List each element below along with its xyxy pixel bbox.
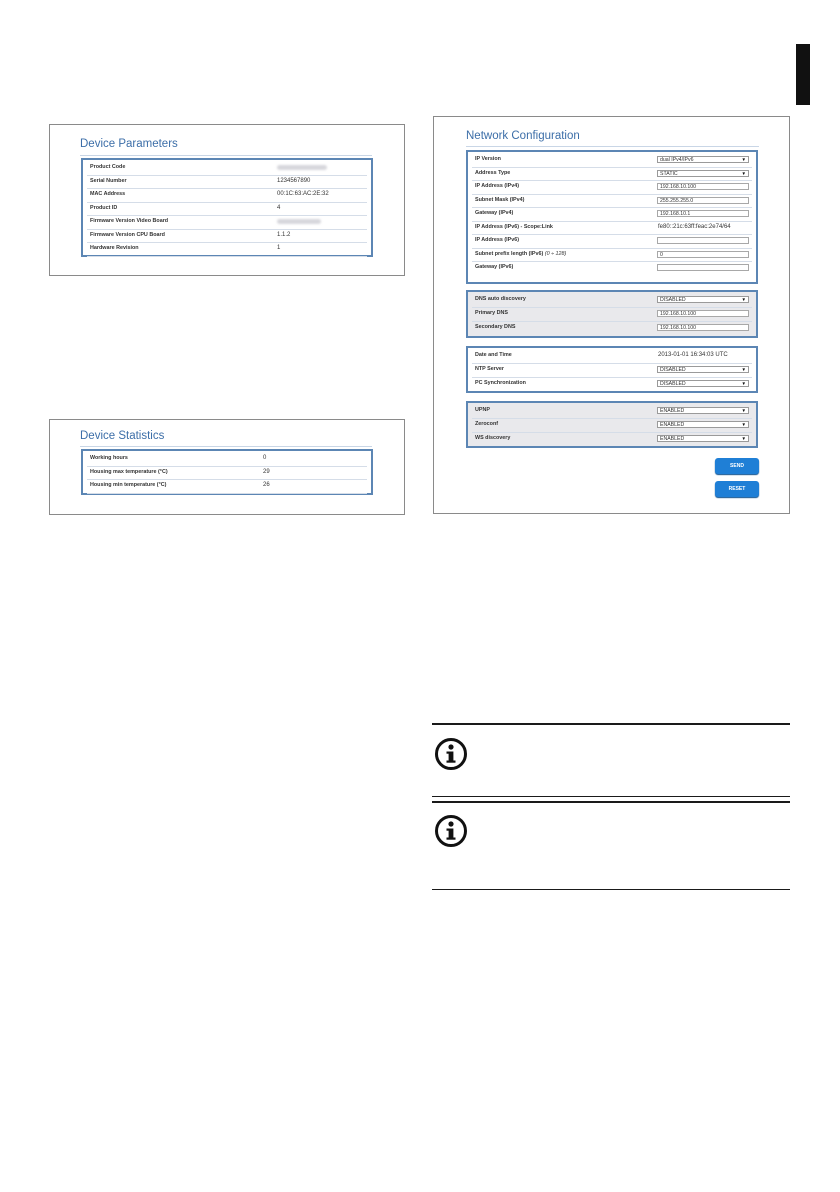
pc-synchronization-select[interactable]: DISABLED ▼ bbox=[657, 380, 749, 387]
table-row: Gateway (IPv4) 192.168.10.1 bbox=[472, 208, 752, 222]
divider bbox=[432, 889, 790, 890]
dropdown-arrow-icon: ▼ bbox=[741, 170, 746, 176]
dropdown-arrow-icon: ▼ bbox=[741, 297, 746, 302]
network-configuration-panel bbox=[433, 116, 790, 514]
table-row: Subnet prefix length (IPv6) (0 ÷ 128) 0 bbox=[472, 249, 752, 263]
device-parameters-title: Device Parameters bbox=[80, 138, 178, 150]
ntp-server-select[interactable]: DISABLED ▼ bbox=[657, 366, 749, 373]
dns-auto-discovery-select[interactable]: DISABLED ▼ bbox=[657, 296, 749, 303]
device-parameters-panel bbox=[49, 124, 405, 276]
primary-dns-input[interactable]: 192.168.10.100 bbox=[657, 310, 749, 317]
divider bbox=[432, 796, 790, 797]
table-row: Product ID 4 bbox=[87, 203, 367, 217]
ip-version-select[interactable]: dual IPv4/IPv6 ▼ bbox=[657, 156, 749, 163]
gateway-ipv6-input[interactable] bbox=[657, 264, 749, 271]
info-icon bbox=[434, 737, 468, 771]
dropdown-arrow-icon: ▼ bbox=[741, 367, 746, 372]
upnp-select[interactable]: ENABLED ▼ bbox=[657, 407, 749, 414]
table-row: Subnet Mask (IPv4) 255.255.255.0 bbox=[472, 195, 752, 209]
table-row: Firmware Version Video Board bbox=[87, 216, 367, 230]
ws-discovery-select[interactable]: ENABLED ▼ bbox=[657, 435, 749, 442]
table-row: WS discovery ENABLED ▼ bbox=[472, 433, 752, 447]
table-row: NTP Server DISABLED ▼ bbox=[472, 364, 752, 378]
table-row: IP Address (IPv6) bbox=[472, 235, 752, 249]
subnet-mask-input[interactable]: 255.255.255.0 bbox=[657, 197, 749, 204]
table-row: Gateway (IPv6) bbox=[472, 262, 752, 276]
dropdown-arrow-icon: ▼ bbox=[741, 422, 746, 427]
table-row: Address Type STATIC ▼ bbox=[472, 168, 752, 182]
ipv4-address-input[interactable]: 192.168.10.100 bbox=[657, 183, 749, 190]
device-statistics-panel bbox=[49, 419, 405, 515]
dropdown-arrow-icon: ▼ bbox=[741, 408, 746, 413]
zeroconf-select[interactable]: ENABLED ▼ bbox=[657, 421, 749, 428]
table-row: IP Version dual IPv4/IPv6 ▼ bbox=[472, 154, 752, 168]
table-row: IP Address (IPv4) 192.168.10.100 bbox=[472, 181, 752, 195]
section-tab-marker bbox=[796, 44, 810, 105]
table-row: DNS auto discovery DISABLED ▼ bbox=[472, 294, 752, 308]
device-statistics-title: Device Statistics bbox=[80, 430, 165, 442]
dns-settings-table bbox=[466, 290, 758, 338]
secondary-dns-input[interactable]: 192.168.10.100 bbox=[657, 324, 749, 331]
table-row: PC Synchronization DISABLED ▼ bbox=[472, 378, 752, 392]
dropdown-arrow-icon: ▼ bbox=[741, 157, 746, 162]
send-button[interactable]: SEND bbox=[715, 458, 759, 474]
reset-button[interactable]: RESET bbox=[715, 481, 759, 497]
table-row: Zeroconf ENABLED ▼ bbox=[472, 419, 752, 433]
table-row: UPNP ENABLED ▼ bbox=[472, 405, 752, 419]
gateway-ipv4-input[interactable]: 192.168.10.1 bbox=[657, 210, 749, 217]
table-row: Firmware Version CPU Board 1.1.2 bbox=[87, 230, 367, 244]
network-configuration-title: Network Configuration bbox=[466, 130, 580, 142]
time-settings-table bbox=[466, 346, 758, 393]
device-statistics-table bbox=[81, 449, 373, 495]
table-row: Housing max temperature (°C) 29 bbox=[87, 467, 367, 481]
ip-settings-table bbox=[466, 150, 758, 284]
subnet-prefix-input[interactable]: 0 bbox=[657, 251, 749, 258]
discovery-settings-table bbox=[466, 401, 758, 448]
divider bbox=[432, 801, 790, 803]
table-row: IP Address (IPv6) - Scope:Link fe80::21c:63ff:feac:2e74/64 bbox=[472, 222, 752, 236]
table-row: Working hours 0 bbox=[87, 453, 367, 467]
table-row: Secondary DNS 192.168.10.100 bbox=[472, 322, 752, 336]
blurred-value bbox=[277, 165, 327, 170]
dropdown-arrow-icon: ▼ bbox=[741, 381, 746, 386]
table-row: Primary DNS 192.168.10.100 bbox=[472, 308, 752, 322]
device-parameters-table bbox=[81, 158, 373, 257]
table-row: Serial Number 1234567890 bbox=[87, 176, 367, 190]
table-row: Date and Time 2013-01-01 16:34:03 UTC bbox=[472, 350, 752, 364]
table-row: Housing min temperature (°C) 26 bbox=[87, 480, 367, 494]
date-time-value: 2013-01-01 16:34:03 UTC bbox=[658, 352, 728, 358]
info-icon bbox=[434, 814, 468, 848]
dropdown-arrow-icon: ▼ bbox=[741, 436, 746, 441]
address-type-select[interactable]: STATIC ▼ bbox=[657, 170, 749, 177]
ipv6-link-value: fe80::21c:63ff:feac:2e74/64 bbox=[658, 223, 731, 230]
table-row: Hardware Revision 1 bbox=[87, 243, 367, 257]
table-row: Product Code bbox=[87, 162, 367, 176]
blurred-value bbox=[277, 219, 321, 224]
ipv6-address-input[interactable] bbox=[657, 237, 749, 244]
table-row: MAC Address 00:1C:63:AC:2E:32 bbox=[87, 189, 367, 203]
divider bbox=[432, 723, 790, 725]
